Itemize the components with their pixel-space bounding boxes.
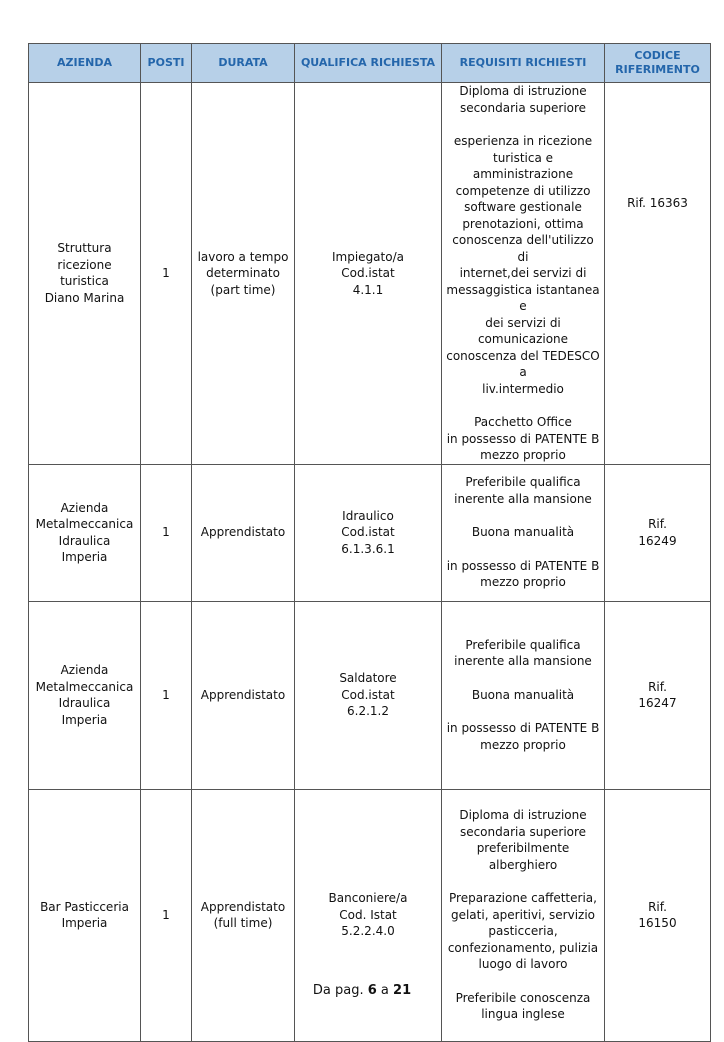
cell-text-line: Preferibile conoscenza (455, 990, 591, 1005)
cell-text-line: Apprendistato (200, 899, 286, 914)
cell-text-line: 5.2.2.4.0 (341, 924, 395, 939)
cell-text-line: liv.intermedio (482, 381, 564, 396)
cell-text-line: (part time) (210, 282, 276, 297)
cell-text-line: Idraulica (58, 696, 111, 710)
cell-text-line: Banconiere/a (328, 891, 408, 906)
cell-requisiti (442, 601, 605, 789)
cell-text-line: 16249 (638, 533, 677, 548)
cell-text-line: internet,dei servizi di (459, 266, 587, 280)
cell-text-line: conoscenza del TEDESCO a (446, 348, 600, 379)
cell-text-line: Diploma di istruzione (459, 84, 587, 98)
line-gap (445, 873, 601, 890)
cell-text-line: Imperia (61, 712, 108, 727)
cell-posti: 1 (141, 464, 192, 601)
cell-text-line: conoscenza dell'utilizzo di (452, 233, 594, 264)
table-row (29, 789, 711, 1041)
line-gap (445, 116, 601, 133)
cell-azienda (29, 601, 141, 789)
cell-text-line: pasticceria, (488, 924, 558, 939)
header-codice-riferimento (605, 44, 711, 83)
cell-text-line: Idraulico (342, 508, 394, 523)
line-gap (445, 397, 601, 414)
cell-riferimento (605, 464, 711, 601)
header-codice-line1: CODICE (634, 49, 681, 62)
cell-text-line: Bar Pasticceria (40, 899, 129, 914)
table-row (29, 83, 711, 465)
line-gap (445, 703, 601, 720)
cell-text-line: Preparazione caffetteria, (449, 891, 597, 906)
table-header-row (29, 44, 711, 83)
cell-qualifica (295, 464, 442, 601)
cell-text-line: esperienza in ricezione (453, 134, 593, 148)
cell-text-line: Cod. Istat (339, 907, 397, 922)
cell-text-line: determinato (206, 266, 280, 280)
table-row (29, 464, 711, 601)
cell-text-line: Apprendistato (200, 687, 286, 702)
cell-text-line: Buona manualità (471, 525, 575, 540)
cell-text-line: lingua inglese (481, 1007, 565, 1022)
cell-riferimento (605, 789, 711, 1041)
cell-requisiti (442, 464, 605, 601)
job-offers-table (28, 43, 711, 1042)
cell-text-line: 16247 (638, 696, 677, 710)
footer-prefix: Da pag. (312, 983, 364, 998)
cell-requisiti (442, 83, 605, 465)
cell-qualifica (295, 83, 442, 465)
cell-text-line: Saldatore (339, 671, 397, 686)
cell-text-line: in possesso di PATENTE B (446, 721, 600, 736)
cell-text-line: luogo di lavoro (478, 957, 568, 972)
table-row (29, 601, 711, 789)
cell-text-line: Metalmeccanica (35, 517, 134, 531)
header-requisiti: REQUISITI RICHIESTI (442, 44, 605, 83)
cell-text-line: Metalmeccanica (35, 679, 134, 694)
cell-posti: 1 (141, 601, 192, 789)
header-posti: POSTI (141, 44, 192, 83)
cell-text-line: 4.1.1 (352, 282, 384, 297)
cell-text-line: Struttura (57, 241, 112, 256)
cell-text-line: confezionamento, pulizia (447, 940, 599, 955)
cell-text-line: 16150 (638, 916, 677, 930)
cell-azienda (29, 83, 141, 465)
cell-text-line: Impiegato/a (332, 249, 404, 264)
footer-separator: a (380, 983, 389, 998)
cell-posti: 1 (141, 789, 192, 1041)
line-gap (445, 507, 601, 524)
cell-text-line: mezzo proprio (480, 448, 566, 462)
cell-text-line: 6.2.1.2 (347, 704, 389, 719)
cell-qualifica (295, 789, 442, 1041)
header-codice-line2: RIFERIMENTO (615, 63, 700, 76)
cell-text-line: mezzo proprio (480, 575, 566, 590)
footer-page-number: 6 (367, 983, 377, 998)
cell-text-line: Preferibile qualifica (465, 637, 581, 652)
cell-text-line: turistica e amministrazione (472, 150, 574, 181)
cell-text-line: in possesso di PATENTE B (446, 431, 600, 446)
header-qualifica: QUALIFICA RICHIESTA (295, 44, 442, 83)
cell-azienda (29, 789, 141, 1041)
cell-text-line: Rif. (648, 679, 667, 694)
cell-text-line: Idraulica (58, 533, 111, 548)
cell-text-line: in possesso di PATENTE B (446, 558, 600, 573)
cell-text-line: Rif. (648, 517, 667, 531)
cell-text-line: comunicazione (477, 332, 569, 346)
header-durata: DURATA (192, 44, 295, 83)
header-azienda: AZIENDA (29, 44, 141, 83)
cell-text-line: Azienda (60, 663, 109, 677)
cell-riferimento (605, 601, 711, 789)
cell-text-line: Rif. (648, 899, 667, 914)
cell-text-line: gelati, aperitivi, servizio (450, 907, 596, 922)
cell-text-line: Cod.istat (341, 266, 395, 280)
line-gap (445, 670, 601, 687)
cell-text-line: mezzo proprio (480, 737, 566, 752)
cell-text-line: Diploma di istruzione (459, 808, 587, 823)
cell-text-line: preferibilmente (476, 841, 570, 856)
cell-text-line: competenze di utilizzo (455, 183, 591, 198)
cell-durata (192, 601, 295, 789)
cell-durata (192, 789, 295, 1041)
cell-text-line: Apprendistato (200, 525, 286, 540)
cell-text-line: Cod.istat (341, 687, 395, 702)
cell-text-line: Imperia (61, 550, 108, 564)
cell-durata (192, 464, 295, 601)
cell-text-line: secondaria superiore (459, 824, 587, 839)
cell-text-line: Preferibile qualifica (465, 475, 581, 490)
cell-text-line: inerente alla mansione (454, 654, 592, 669)
cell-text-line: turistica (60, 274, 109, 289)
cell-text-line: Cod.istat (341, 525, 395, 540)
cell-riferimento (605, 83, 711, 465)
cell-text-line: secondaria superiore (459, 100, 587, 115)
cell-text-line: 6.1.3.6.1 (341, 541, 395, 556)
page-footer (0, 983, 724, 998)
cell-text-line: Azienda (60, 500, 109, 515)
footer-total-pages: 21 (393, 983, 412, 998)
cell-text-line: prenotazioni, ottima (462, 216, 584, 231)
cell-text-line: alberghiero (488, 857, 558, 872)
cell-text-line: software gestionale (464, 200, 582, 214)
cell-text-line: Buona manualità (471, 687, 575, 702)
cell-text-line: lavoro a tempo (197, 249, 289, 264)
cell-text-line: Diano Marina (44, 290, 125, 305)
line-gap (445, 541, 601, 558)
cell-text-line: Pacchetto Office (474, 415, 572, 429)
cell-durata (192, 83, 295, 465)
cell-requisiti (442, 789, 605, 1041)
cell-text-line: inerente alla mansione (454, 491, 592, 506)
cell-azienda (29, 464, 141, 601)
cell-qualifica (295, 601, 442, 789)
cell-posti: 1 (141, 83, 192, 465)
cell-text-line: dei servizi di (485, 315, 561, 330)
cell-text-line: Imperia (61, 916, 108, 930)
cell-text-line: messaggistica istantanea e (446, 282, 600, 313)
cell-text-line: Rif. 16363 (627, 196, 688, 210)
cell-text-line: ricezione (57, 257, 112, 272)
cell-text-line: (full time) (213, 916, 273, 930)
